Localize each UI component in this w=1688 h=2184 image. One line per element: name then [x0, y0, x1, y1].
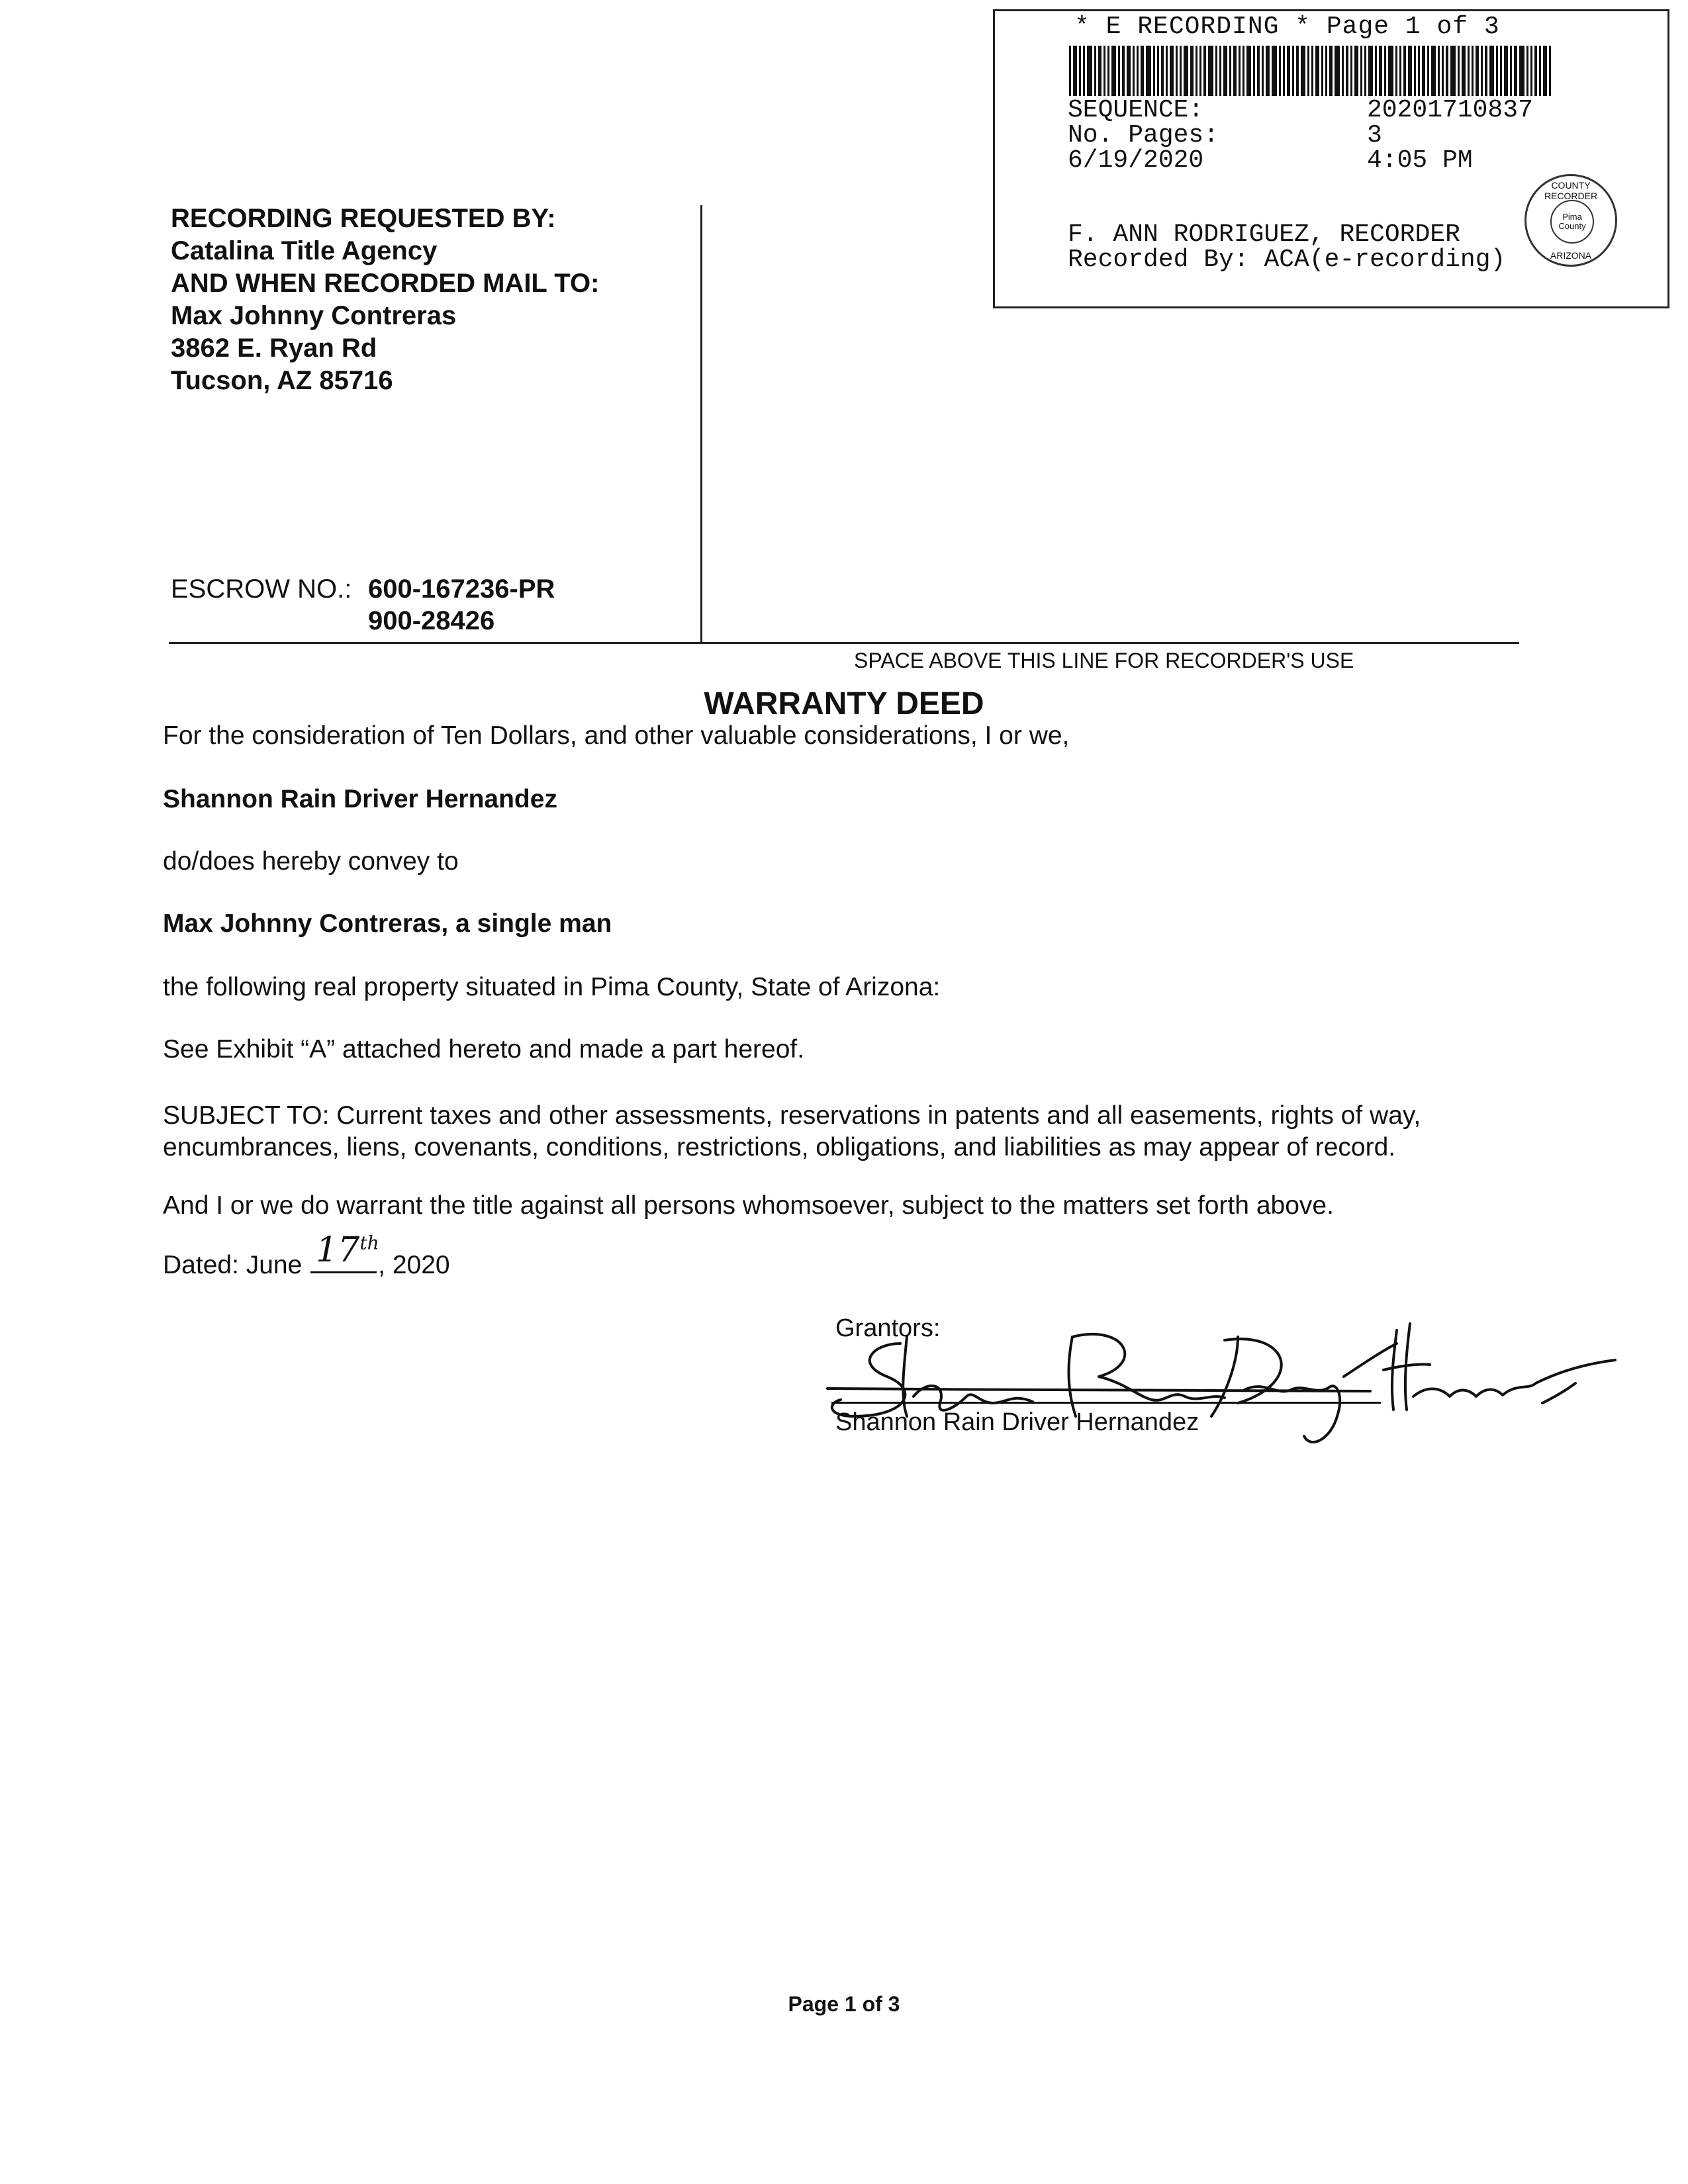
space-above-note: SPACE ABOVE THIS LINE FOR RECORDER'S USE [854, 649, 1354, 672]
barcode-bar [1379, 46, 1382, 96]
dated-day-suffix: th [359, 1232, 379, 1254]
barcode-bar [1087, 46, 1092, 96]
barcode-bar [1418, 46, 1420, 96]
barcode-bar [1335, 46, 1340, 96]
county-seal [1524, 174, 1617, 267]
barcode-bar [1458, 46, 1460, 96]
escrow-block [171, 573, 555, 635]
barcode-bar [1199, 46, 1201, 96]
barcode-bar [1489, 46, 1494, 96]
barcode-bar [1468, 46, 1470, 96]
barcode-bar [1170, 46, 1174, 96]
mail-address: 3862 E. Ryan Rd [171, 334, 377, 363]
recorder-name: F. ANN RODRIGUEZ, RECORDER [1068, 220, 1460, 249]
barcode-bar [1127, 46, 1131, 96]
warrant-text: And I or we do warrant the title against all persons whomsoever, subject to the matters set forth above. [163, 1191, 1334, 1220]
barcode-bar [1141, 46, 1144, 96]
barcode-bar [1266, 46, 1270, 96]
page-footer: Page 1 of 3 [788, 1992, 900, 2016]
barcode-bar [1137, 46, 1139, 96]
recording-requested-block [171, 203, 599, 397]
barcode-bar [1342, 46, 1344, 96]
pages-value: 3 [1367, 121, 1382, 150]
dated-day-blank [310, 1230, 379, 1273]
barcode-bar [1107, 46, 1109, 96]
barcode-bar [1368, 46, 1373, 96]
barcode-bar [1438, 46, 1440, 96]
barcode-bar [1519, 46, 1524, 96]
barcode-bar [1346, 46, 1348, 96]
barcode-bar [1472, 46, 1474, 96]
barcode-bar [1176, 46, 1178, 96]
stamp-pages-row [1068, 121, 1382, 150]
barcode-bar [1504, 46, 1508, 96]
mail-to-label: AND WHEN RECORDED MAIL TO: [171, 269, 600, 298]
barcode-bar [1253, 46, 1255, 96]
barcode-bar [1279, 46, 1281, 96]
barcode-bar [1215, 46, 1217, 96]
barcode-bar [1360, 46, 1362, 96]
barcode-bar [1530, 46, 1532, 96]
barcode-bar [1408, 46, 1412, 96]
mail-city: Tucson, AZ 85716 [171, 366, 393, 395]
recorder-stamp [993, 9, 1669, 308]
sequence-value: 20201710837 [1367, 96, 1533, 124]
barcode-bar [1321, 46, 1323, 96]
barcode-bar [1161, 46, 1164, 96]
barcode-bar [1325, 46, 1327, 96]
barcode-bar [1414, 46, 1416, 96]
barcode-bar [1427, 46, 1429, 96]
barcode-bar [1534, 46, 1537, 96]
sequence-label: SEQUENCE: [1068, 96, 1204, 124]
barcode-bar [1354, 46, 1358, 96]
barcode-bar [1229, 46, 1231, 96]
grantor-name-text: Shannon Rain Driver Hernandez [163, 785, 557, 813]
barcode-bar [1514, 46, 1517, 96]
barcode-bar [1166, 46, 1168, 96]
barcode-bar [1069, 46, 1071, 96]
barcode-bar [1549, 46, 1551, 96]
barcode-bar [1239, 46, 1241, 96]
barcode-bar [1122, 46, 1125, 96]
exhibit-text: See Exhibit “A” attached hereto and made a part hereof. [163, 1035, 805, 1064]
dated-year: , 2020 [378, 1251, 450, 1279]
escrow-number-2: 900-28426 [368, 606, 495, 635]
dated-label: Dated: June [163, 1251, 303, 1279]
barcode-bar [1098, 46, 1102, 96]
barcode-bar [1315, 46, 1319, 96]
barcode-bar [1481, 46, 1483, 96]
barcode-bar [1450, 46, 1456, 96]
stamp-sequence-row [1068, 96, 1533, 124]
seal-center [1550, 200, 1594, 244]
requested-by: Catalina Title Agency [171, 236, 438, 265]
barcode-bar [1307, 46, 1309, 96]
dated-line [163, 1230, 450, 1280]
barcode-bar [1476, 46, 1479, 96]
barcode-bar [1446, 46, 1448, 96]
signature-grantor-name: Shannon Rain Driver Hernandez [835, 1408, 1199, 1436]
grantee-text: Max Johnny Contreras, a single man [163, 909, 612, 938]
barcode-bar [1539, 46, 1541, 96]
barcode-bar [1422, 46, 1425, 96]
deed-title: WARRANTY DEED [704, 686, 984, 721]
barcode-bar [1180, 46, 1182, 96]
barcode-bar [1296, 46, 1299, 96]
barcode-bar [1364, 46, 1366, 96]
vertical-divider [700, 205, 702, 643]
stamp-date-row [1068, 146, 1473, 175]
barcode-bar [1203, 46, 1206, 96]
barcode-bar [1403, 46, 1406, 96]
barcode-bar [1384, 46, 1386, 96]
barcode-bar [1485, 46, 1487, 96]
barcode-bar [1399, 46, 1401, 96]
subject-to-text: SUBJECT TO: Current taxes and other assessments, reservations in patents and all easements, rights of way, encumbrances, liens, covenants, conditions, restrictions, obligations, and liabilities as may appear of record. [163, 1101, 1421, 1161]
mail-name: Max Johnny Contreras [171, 301, 457, 330]
barcode-bar [1083, 46, 1085, 96]
barcode-bar [1543, 46, 1547, 96]
barcode-bar [1103, 46, 1105, 96]
barcode-bar [1283, 46, 1285, 96]
barcode-bar [1223, 46, 1227, 96]
seal-top-text: COUNTY RECORDER [1544, 180, 1598, 201]
barcode-bar [1219, 46, 1221, 96]
barcode-bar [1118, 46, 1120, 96]
barcode-bar [1079, 46, 1081, 96]
barcode-bar [1157, 46, 1159, 96]
stamp-date: 6/19/2020 [1068, 146, 1204, 175]
barcode-bar [1350, 46, 1352, 96]
barcode-bar [1111, 46, 1116, 96]
barcode-bar [1246, 46, 1251, 96]
barcode-bar [1375, 46, 1377, 96]
barcode-bar [1073, 46, 1077, 96]
barcode-bar [1262, 46, 1264, 96]
seal-center-line-2: County [1558, 221, 1586, 231]
dated-day: 17 [316, 1230, 360, 1270]
barcode-bar [1233, 46, 1237, 96]
barcode-bar [1311, 46, 1313, 96]
escrow-label: ESCROW NO.: [171, 574, 352, 604]
signature-line [831, 1402, 1381, 1404]
barcode-bar [1388, 46, 1393, 96]
barcode-bar [1094, 46, 1096, 96]
escrow-number-1: 600-167236-PR [368, 574, 555, 604]
barcode-bar [1526, 46, 1528, 96]
barcode [1069, 46, 1638, 96]
barcode-bar [1395, 46, 1397, 96]
barcode-bar [1133, 46, 1135, 96]
stamp-header: * E RECORDING * Page 1 of 3 [1074, 13, 1500, 41]
barcode-bar [1184, 46, 1188, 96]
pages-label: No. Pages: [1068, 121, 1219, 150]
requested-by-label: RECORDING REQUESTED BY: [171, 204, 556, 233]
barcode-bar [1190, 46, 1194, 96]
stamp-time: 4:05 PM [1367, 146, 1473, 175]
barcode-bar [1329, 46, 1333, 96]
barcode-bar [1442, 46, 1444, 96]
barcode-bar [1500, 46, 1502, 96]
seal-bottom-text: ARIZONA [1550, 250, 1592, 261]
barcode-bar [1496, 46, 1498, 96]
barcode-bar [1301, 46, 1305, 96]
barcode-bar [1196, 46, 1197, 96]
barcode-bar [1257, 46, 1260, 96]
barcode-bar [1153, 46, 1155, 96]
barcode-bar [1272, 46, 1277, 96]
grantors-label: Grantors: [835, 1314, 941, 1342]
barcode-bar [1146, 46, 1151, 96]
dated-day-handwritten [316, 1230, 379, 1270]
barcode-bar [1292, 46, 1294, 96]
recorder-space-line [169, 642, 1519, 644]
property-text: the following real property situated in Pima County, State of Arizona: [163, 973, 941, 1001]
barcode-bar [1208, 46, 1213, 96]
convey-text: do/does hereby convey to [163, 847, 459, 876]
barcode-bar [1462, 46, 1466, 96]
consideration-text: For the consideration of Ten Dollars, and other valuable considerations, I or we, [163, 721, 1070, 750]
barcode-bar [1510, 46, 1512, 96]
recorded-by: Recorded By: ACA(e-recording) [1068, 246, 1506, 274]
barcode-bar [1287, 46, 1290, 96]
barcode-bar [1431, 46, 1436, 96]
seal-center-line-1: Pima [1562, 212, 1582, 222]
barcode-bar [1243, 46, 1244, 96]
